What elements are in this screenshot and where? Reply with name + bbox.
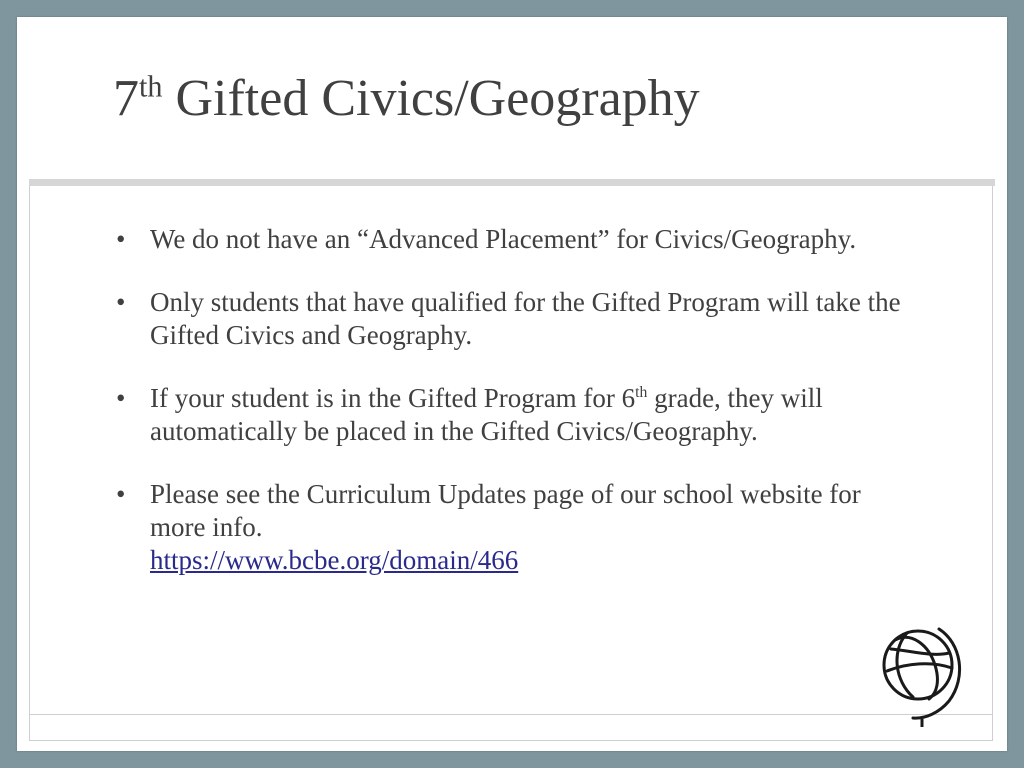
curriculum-updates-link[interactable]: https://www.bcbe.org/domain/466 bbox=[150, 545, 519, 575]
title-text: Gifted Civics/Geography bbox=[162, 70, 700, 127]
bullet-item-advanced-placement bbox=[113, 223, 913, 256]
footer-line bbox=[29, 714, 993, 715]
bullet-marker: • bbox=[116, 383, 126, 413]
title-number: 7 bbox=[113, 70, 139, 127]
slide bbox=[17, 17, 1007, 751]
title-superscript: th bbox=[139, 69, 163, 104]
bullet-text: We do not have an “Advanced Placement” for Civics/Geography. bbox=[150, 224, 857, 254]
bullet-text-end: grade, they will automatically be placed in the Gifted Civics/Geography. bbox=[150, 383, 823, 446]
bullet-list bbox=[113, 223, 913, 607]
bullet-item-automatic-placement bbox=[113, 382, 913, 448]
bullet-marker: • bbox=[116, 479, 126, 509]
slide-title bbox=[113, 69, 700, 127]
bullet-text-start: If your student is in the Gifted Program for 6 bbox=[150, 383, 636, 413]
globe-icon bbox=[877, 621, 967, 727]
bullet-text: Please see the Curriculum Updates page of our school website for more info. bbox=[150, 479, 861, 542]
bullet-item-qualified-students bbox=[113, 286, 913, 352]
bullet-item-curriculum-updates bbox=[113, 478, 913, 577]
bullet-marker: • bbox=[116, 287, 126, 317]
title-divider bbox=[29, 179, 995, 186]
bullet-text: Only students that have qualified for the Gifted Program will take the Gifted Civics and Geography. bbox=[150, 287, 901, 350]
bullet-marker: • bbox=[116, 224, 126, 254]
bullet-superscript: th bbox=[635, 384, 648, 401]
